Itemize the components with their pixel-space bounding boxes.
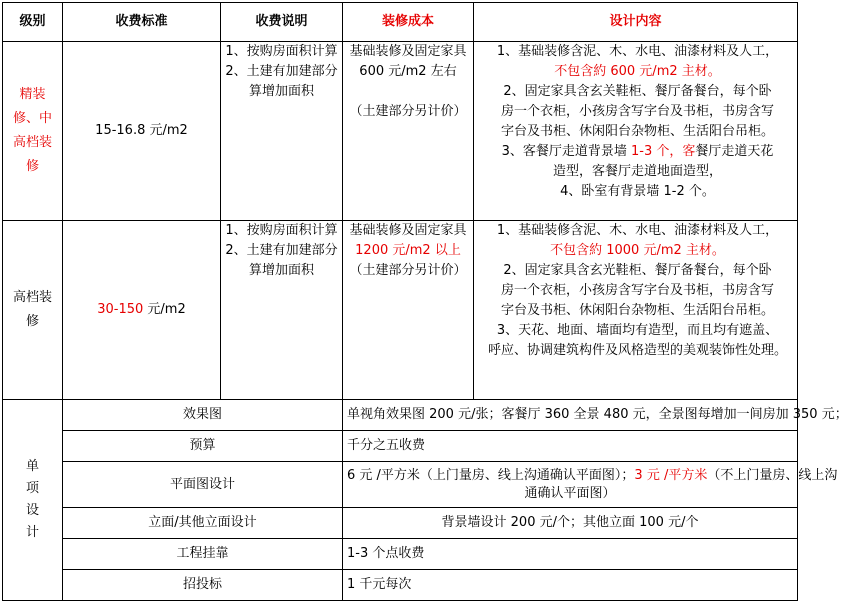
- single-item-row: [3, 508, 798, 539]
- level-cell: 精装修、中高档装修: [3, 42, 63, 221]
- desc-text: 6 元 /平方米（上门量房、线上沟通确认平面图）；: [347, 467, 635, 483]
- content-line: [480, 142, 795, 162]
- pricing-table: [2, 2, 848, 601]
- single-item-name: 效果图: [63, 400, 343, 431]
- content-line: 不包含約 600 元/m2 主材。: [554, 64, 721, 79]
- single-item-label-text: 单项设计: [25, 459, 39, 540]
- cost-note: （土建部分另计价）: [349, 104, 467, 119]
- content-line: 4、卧室有背景墙 1-2 个。: [560, 184, 715, 199]
- cost-main: [347, 221, 469, 261]
- single-item-desc: 单视角效果图 200 元/张；客餐厅 360 全景 480 元，全景图每增加一间房加 350 元；: [343, 400, 798, 431]
- content-text: 3、客餐厅走道背景墙: [501, 144, 631, 159]
- single-item-row: [3, 570, 798, 601]
- content-highlight: 1-3 个，客: [631, 144, 696, 159]
- explanation-line: 1、按购房面积计算: [225, 44, 338, 59]
- content-line: 字台及书柜、休闲阳台杂物柜、生活阳台吊柜。: [500, 303, 774, 318]
- single-item-row: [3, 400, 798, 431]
- content-cell: [474, 221, 798, 400]
- content-line: 造型，客餐厅走道地面造型，: [552, 164, 722, 179]
- cost-note: （土建部分另计价）: [349, 263, 467, 278]
- content-line: 房一个衣柜，小孩房含写字台及书柜，书房含写: [500, 283, 774, 298]
- single-item-name: 招投标: [63, 570, 343, 601]
- desc-line: [347, 467, 838, 485]
- desc-highlight: 3 元 /平方米: [634, 467, 708, 483]
- cost-main: 基础装修及固定家具 600 元/m2 左右: [349, 44, 467, 79]
- content-text: 餐厅走道天花: [695, 144, 774, 159]
- explanation-line: 2、土建有加建部分算增加面积: [225, 243, 338, 278]
- explanation-cell: [221, 42, 343, 221]
- explanation-cell: [221, 221, 343, 400]
- cost-prefix: 基础装修及固定家具: [349, 223, 467, 238]
- cost-highlight: 1200 元/m2 以上: [355, 243, 461, 258]
- content-line: 呼应、协调建筑构件及风格造型的美观装饰性处理。: [487, 343, 787, 358]
- cost-cell: [343, 221, 474, 400]
- single-item-label: [3, 400, 63, 601]
- cost-cell: [343, 42, 474, 221]
- standard-cell: [63, 221, 221, 400]
- header-level: 级别: [3, 3, 63, 42]
- content-line: 房一个衣柜，小孩房含写字台及书柜，书房含写: [500, 104, 774, 119]
- single-item-row: [3, 539, 798, 570]
- table-row: [3, 221, 798, 400]
- header-content: 设计内容: [474, 3, 798, 42]
- table-row: [3, 42, 798, 221]
- content-line: 1、基础装修含泥、木、水电、油漆材料及人工，: [496, 223, 779, 238]
- explanation-line: 1、按购房面积计算: [225, 223, 338, 238]
- content-line: 1、基础装修含泥、木、水电、油漆材料及人工，: [496, 44, 779, 59]
- standard-cell: 15-16.8 元/m2: [63, 42, 221, 221]
- content-line: 不包含約 1000 元/m2 主材。: [550, 243, 725, 258]
- single-item-desc: 1 千元每次: [343, 570, 798, 601]
- single-item-row: [3, 431, 798, 462]
- single-item-name: 立面/其他立面设计: [63, 508, 343, 539]
- content-line: 2、固定家具含玄光鞋柜、餐厅备餐台，每个卧: [503, 263, 772, 278]
- header-standard: 收费标准: [63, 3, 221, 42]
- header-explanation: 收费说明: [221, 3, 343, 42]
- single-item-name: 预算: [63, 431, 343, 462]
- explanation-line: 2、土建有加建部分算增加面积: [225, 64, 338, 99]
- level-cell: 高档装修: [3, 221, 63, 400]
- single-item-name: 平面图设计: [63, 462, 343, 508]
- header-cost: 装修成本: [343, 3, 474, 42]
- content-line: 3、天花、地面、墙面均有造型，而且均有遮盖、: [496, 323, 779, 338]
- standard-value: 30-150: [97, 302, 144, 317]
- single-item-desc: 1-3 个点收费: [343, 539, 798, 570]
- single-item-desc: [343, 462, 838, 508]
- desc-line: 通确认平面图）: [524, 485, 616, 501]
- single-item-name: 工程挂靠: [63, 539, 343, 570]
- single-item-desc: 千分之五收费: [343, 431, 798, 462]
- single-item-desc: 背景墙设计 200 元/个；其他立面 100 元/个: [343, 508, 798, 539]
- content-cell: [474, 42, 798, 221]
- header-row: [3, 3, 798, 42]
- content-line: 字台及书柜、休闲阳台杂物柜、生活阳台吊柜。: [500, 124, 774, 139]
- single-item-row: [3, 462, 798, 508]
- standard-unit: 元/m2: [143, 302, 186, 317]
- content-line: 2、固定家具含玄关鞋柜、餐厅备餐台，每个卧: [503, 84, 772, 99]
- desc-text: （不上门量房、线上沟: [707, 467, 838, 483]
